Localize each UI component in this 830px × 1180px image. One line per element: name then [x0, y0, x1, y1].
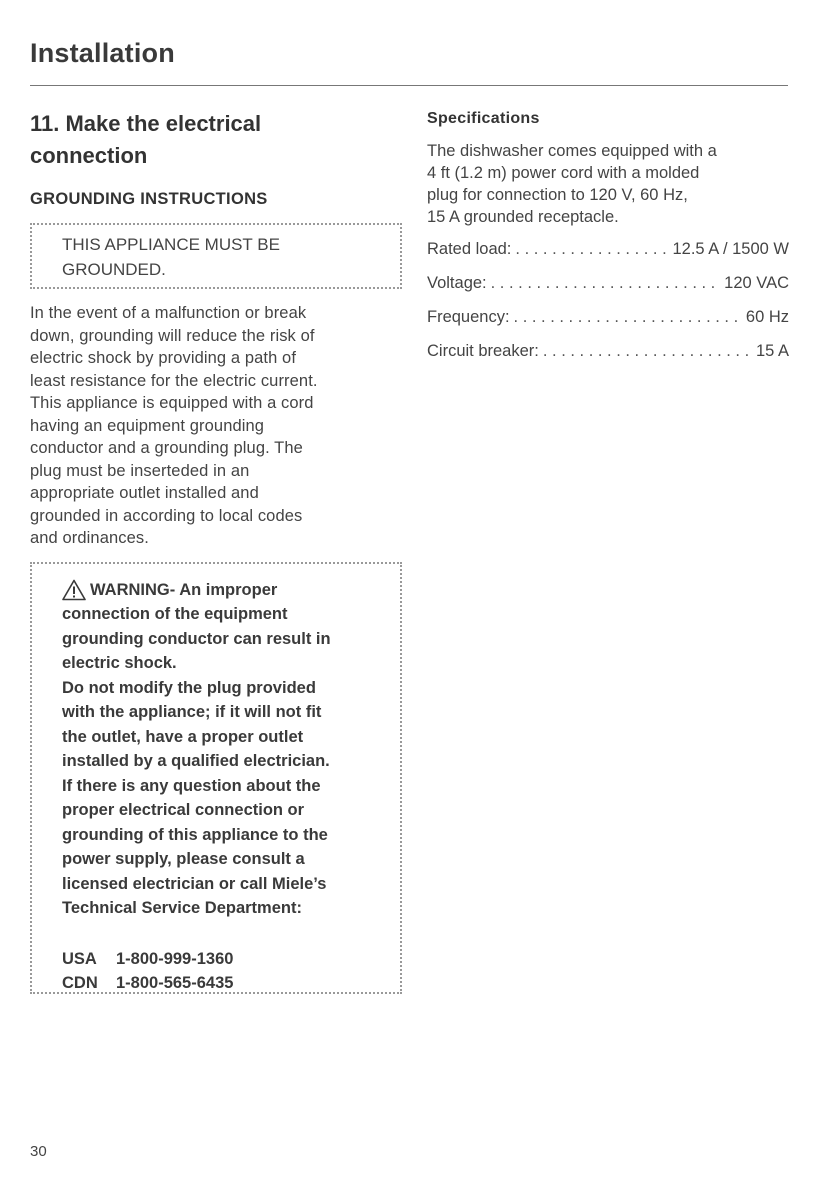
- warning-line: Technical Service Department:: [62, 899, 302, 917]
- spec-row-frequency: [427, 308, 789, 342]
- paragraph-line: appropriate outlet installed and: [30, 484, 259, 502]
- paragraph-line: least resistance for the electric current.: [30, 371, 318, 390]
- warning-line: installed by a qualified electrician.: [62, 752, 330, 770]
- paragraph-line: down, grounding will reduce the risk of: [30, 326, 315, 345]
- spec-row-voltage: [427, 274, 789, 308]
- phone-country: USA: [62, 949, 97, 968]
- grounding-subhead: GROUNDING INSTRUCTIONS: [30, 190, 268, 208]
- spec-label: Voltage:: [427, 274, 487, 292]
- phone-row-cdn: [62, 971, 388, 996]
- spec-leader-dots: [514, 308, 742, 327]
- spec-value: 60 Hz: [745, 308, 789, 326]
- header-divider: [30, 85, 788, 86]
- warning-spacer: [62, 921, 388, 947]
- paragraph-line: having an equipment grounding: [30, 416, 265, 435]
- spec-value: 120 VAC: [724, 274, 789, 292]
- paragraph-line: and ordinances.: [30, 529, 149, 547]
- paragraph-line: plug must be inserteded in an: [30, 461, 250, 480]
- paragraph-line: conductor and a grounding plug. The: [30, 439, 303, 457]
- grounding-paragraph: [30, 302, 402, 550]
- spec-label: Circuit breaker:: [427, 342, 539, 360]
- right-column: [427, 110, 789, 376]
- warning-triangle-icon: [62, 579, 86, 601]
- warning-line: licensed electrician or call Miele’s: [62, 874, 327, 893]
- spec-row-circuit-breaker: [427, 342, 789, 376]
- paragraph-line: grounded in according to local codes: [30, 506, 303, 525]
- caution-line: THIS APPLIANCE MUST BE: [62, 235, 280, 254]
- specifications-intro: [427, 140, 789, 228]
- warning-line: power supply, please consult a: [62, 850, 305, 868]
- warning-line: Do not modify the plug provided: [62, 678, 316, 697]
- caution-box: [30, 223, 402, 289]
- warning-box: [30, 562, 402, 994]
- section-title: [30, 108, 402, 172]
- intro-line: plug for connection to 120 V, 60 Hz,: [427, 186, 688, 204]
- intro-line: 15 A grounded receptacle.: [427, 208, 619, 226]
- section-title-line-1: 11. Make the electrical: [30, 111, 262, 136]
- warning-line: with the appliance; if it will not fit: [62, 703, 322, 721]
- paragraph-line: In the event of a malfunction or break: [30, 304, 307, 322]
- warning-line: the outlet, have a proper outlet: [62, 727, 304, 746]
- intro-line: 4 ft (1.2 m) power cord with a molded: [427, 164, 700, 182]
- left-column: [30, 108, 402, 994]
- warning-line: proper electrical connection or: [62, 801, 305, 819]
- section-title-line-2: connection: [30, 143, 148, 168]
- warning-line: electric shock.: [62, 654, 177, 672]
- phone-country: CDN: [62, 974, 98, 992]
- spec-value: 15 A: [755, 342, 789, 360]
- paragraph-line: electric shock by providing a path of: [30, 349, 297, 367]
- specifications-heading: Specifications: [427, 110, 540, 127]
- spec-value: 12.5 A / 1500 W: [672, 240, 789, 258]
- warning-head-text: WARNING- An improper: [90, 580, 278, 599]
- phone-number: 1-800-565-6435: [116, 974, 234, 992]
- page-number: 30: [30, 1143, 47, 1160]
- paragraph-line: This appliance is equipped with a cord: [30, 394, 314, 412]
- phone-row-usa: [62, 947, 388, 972]
- warning-line: grounding of this appliance to the: [62, 825, 328, 844]
- spec-leader-dots: [543, 342, 752, 361]
- spec-leader-dots: [491, 274, 721, 293]
- spec-label: Rated load:: [427, 240, 512, 258]
- page-title: Installation: [30, 38, 175, 68]
- warning-heading: [62, 578, 388, 603]
- phone-number: 1-800-999-1360: [116, 949, 234, 968]
- spec-leader-dots: [515, 240, 668, 259]
- warning-line: connection of the equipment: [62, 605, 288, 623]
- warning-line: grounding conductor can result in: [62, 629, 331, 648]
- intro-line: The dishwasher comes equipped with a: [427, 142, 717, 160]
- spec-row-rated-load: [427, 240, 789, 274]
- warning-line: If there is any question about the: [62, 776, 321, 795]
- caution-line: GROUNDED.: [62, 260, 166, 279]
- spec-label: Frequency:: [427, 308, 510, 326]
